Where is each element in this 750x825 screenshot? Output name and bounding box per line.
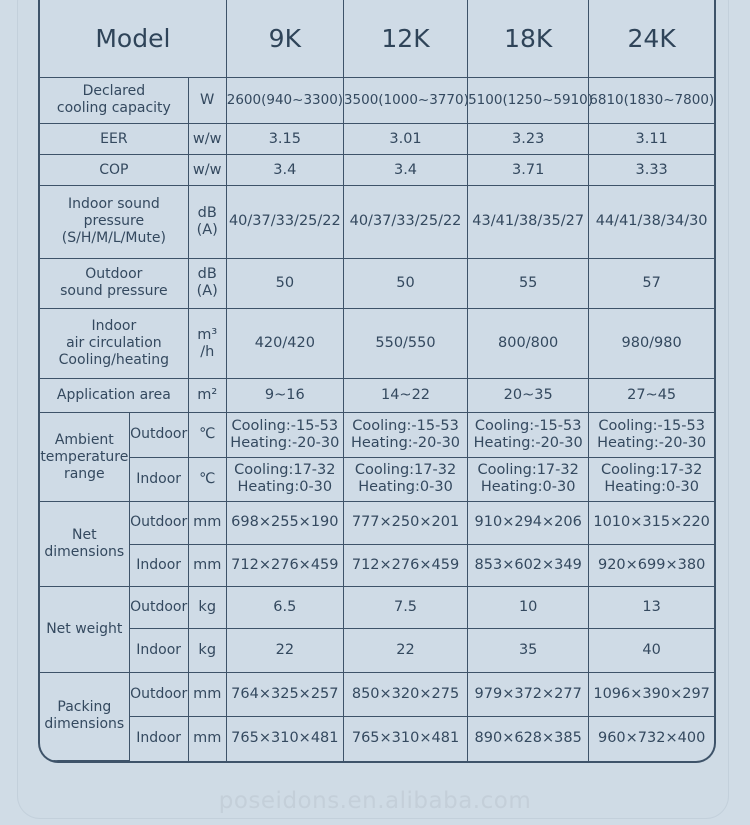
value-cell: 765×310×481 <box>343 716 467 760</box>
sub-label: Indoor <box>129 457 188 501</box>
unit-cell: dB (A) <box>188 258 226 308</box>
row-outdoor-sound <box>40 258 714 308</box>
value-cell: 20~35 <box>468 379 589 413</box>
value-cell: 979×372×277 <box>468 672 589 716</box>
value-cell: 3.23 <box>468 124 589 155</box>
unit-cell: mm <box>188 501 226 544</box>
row-label: Packing dimensions <box>40 672 129 761</box>
value-cell: 22 <box>343 629 467 672</box>
value-cell: 40/37/33/25/22 <box>343 186 467 258</box>
value-cell: 44/41/38/34/30 <box>589 186 714 258</box>
row-packing-indoor <box>40 716 714 760</box>
value-cell: 550/550 <box>343 308 467 378</box>
value-cell: 6810(1830~7800) <box>589 77 714 123</box>
value-cell: 9~16 <box>226 379 343 413</box>
value-cell: Cooling:-15-53 Heating:-20-30 <box>226 413 343 457</box>
value-cell: 2600(940~3300) <box>226 77 343 123</box>
row-label: Net dimensions <box>40 501 129 586</box>
unit-cell: m² <box>188 379 226 413</box>
value-cell: 850×320×275 <box>343 672 467 716</box>
value-cell: 50 <box>226 258 343 308</box>
value-cell: 920×699×380 <box>589 544 714 586</box>
model-header: Model <box>40 0 226 77</box>
value-cell: 890×628×385 <box>468 716 589 760</box>
watermark: poseidons.en.alibaba.com <box>218 788 532 814</box>
row-label: Declared cooling capacity <box>40 77 188 123</box>
value-cell: 57 <box>589 258 714 308</box>
value-cell: 40 <box>589 629 714 672</box>
value-cell: 800/800 <box>468 308 589 378</box>
unit-cell: kg <box>188 587 226 629</box>
model-12k: 12K <box>343 0 467 77</box>
model-18k: 18K <box>468 0 589 77</box>
unit-cell: w/w <box>188 155 226 186</box>
value-cell: 27~45 <box>589 379 714 413</box>
unit-cell: W <box>188 77 226 123</box>
row-label: Net weight <box>40 587 129 672</box>
value-cell: Cooling:-15-53 Heating:-20-30 <box>468 413 589 457</box>
value-cell: 3.4 <box>226 155 343 186</box>
value-cell: 3.71 <box>468 155 589 186</box>
value-cell: 3.11 <box>589 124 714 155</box>
value-cell: 3.33 <box>589 155 714 186</box>
value-cell: 3.15 <box>226 124 343 155</box>
value-cell: Cooling:-15-53 Heating:-20-30 <box>343 413 467 457</box>
value-cell: 777×250×201 <box>343 501 467 544</box>
sub-label: Indoor <box>129 544 188 586</box>
value-cell: 3500(1000~3770) <box>343 77 467 123</box>
value-cell: 1010×315×220 <box>589 501 714 544</box>
value-cell: 5100(1250~5910) <box>468 77 589 123</box>
value-cell: 420/420 <box>226 308 343 378</box>
unit-cell: dB (A) <box>188 186 226 258</box>
row-ambient-outdoor <box>40 413 714 457</box>
value-cell: 960×732×400 <box>589 716 714 760</box>
value-cell: 765×310×481 <box>226 716 343 760</box>
spec-table <box>40 0 714 761</box>
row-net-dim-outdoor <box>40 501 714 544</box>
value-cell: 40/37/33/25/22 <box>226 186 343 258</box>
sub-label: Outdoor <box>129 413 188 457</box>
value-cell: 7.5 <box>343 587 467 629</box>
value-cell: 764×325×257 <box>226 672 343 716</box>
row-label: Indoor air circulation Cooling/heating <box>40 308 188 378</box>
row-label: Outdoor sound pressure <box>40 258 188 308</box>
sub-label: Outdoor <box>129 672 188 716</box>
row-net-weight-outdoor <box>40 587 714 629</box>
value-cell: 1096×390×297 <box>589 672 714 716</box>
row-air-circulation <box>40 308 714 378</box>
unit-cell: mm <box>188 672 226 716</box>
row-cop <box>40 155 714 186</box>
row-label: EER <box>40 124 188 155</box>
unit-cell: ℃ <box>188 457 226 501</box>
row-packing-outdoor <box>40 672 714 716</box>
model-24k: 24K <box>589 0 714 77</box>
value-cell: 43/41/38/35/27 <box>468 186 589 258</box>
unit-cell: mm <box>188 716 226 760</box>
sub-label: Indoor <box>129 629 188 672</box>
unit-cell: m³ /h <box>188 308 226 378</box>
spec-table-container <box>38 0 716 763</box>
row-indoor-sound <box>40 186 714 258</box>
value-cell: 35 <box>468 629 589 672</box>
value-cell: Cooling:17-32 Heating:0-30 <box>343 457 467 501</box>
value-cell: 6.5 <box>226 587 343 629</box>
value-cell: 13 <box>589 587 714 629</box>
row-label: Application area <box>40 379 188 413</box>
value-cell: 712×276×459 <box>226 544 343 586</box>
row-label: Indoor sound pressure (S/H/M/L/Mute) <box>40 186 188 258</box>
sub-label: Outdoor <box>129 587 188 629</box>
sub-label: Indoor <box>129 716 188 760</box>
value-cell: Cooling:17-32 Heating:0-30 <box>589 457 714 501</box>
row-ambient-indoor <box>40 457 714 501</box>
model-9k: 9K <box>226 0 343 77</box>
sub-label: Outdoor <box>129 501 188 544</box>
row-label: COP <box>40 155 188 186</box>
value-cell: Cooling:-15-53 Heating:-20-30 <box>589 413 714 457</box>
value-cell: 698×255×190 <box>226 501 343 544</box>
value-cell: 980/980 <box>589 308 714 378</box>
header-row <box>40 0 714 77</box>
row-eer <box>40 124 714 155</box>
value-cell: Cooling:17-32 Heating:0-30 <box>468 457 589 501</box>
row-net-weight-indoor <box>40 629 714 672</box>
value-cell: 10 <box>468 587 589 629</box>
value-cell: 712×276×459 <box>343 544 467 586</box>
value-cell: 55 <box>468 258 589 308</box>
value-cell: 3.01 <box>343 124 467 155</box>
value-cell: 22 <box>226 629 343 672</box>
row-label: Ambient temperature range <box>40 413 129 501</box>
row-application-area <box>40 379 714 413</box>
unit-cell: kg <box>188 629 226 672</box>
value-cell: 50 <box>343 258 467 308</box>
unit-cell: ℃ <box>188 413 226 457</box>
value-cell: Cooling:17-32 Heating:0-30 <box>226 457 343 501</box>
unit-cell: mm <box>188 544 226 586</box>
row-capacity <box>40 77 714 123</box>
unit-cell: w/w <box>188 124 226 155</box>
value-cell: 853×602×349 <box>468 544 589 586</box>
value-cell: 910×294×206 <box>468 501 589 544</box>
value-cell: 3.4 <box>343 155 467 186</box>
value-cell: 14~22 <box>343 379 467 413</box>
row-net-dim-indoor <box>40 544 714 586</box>
